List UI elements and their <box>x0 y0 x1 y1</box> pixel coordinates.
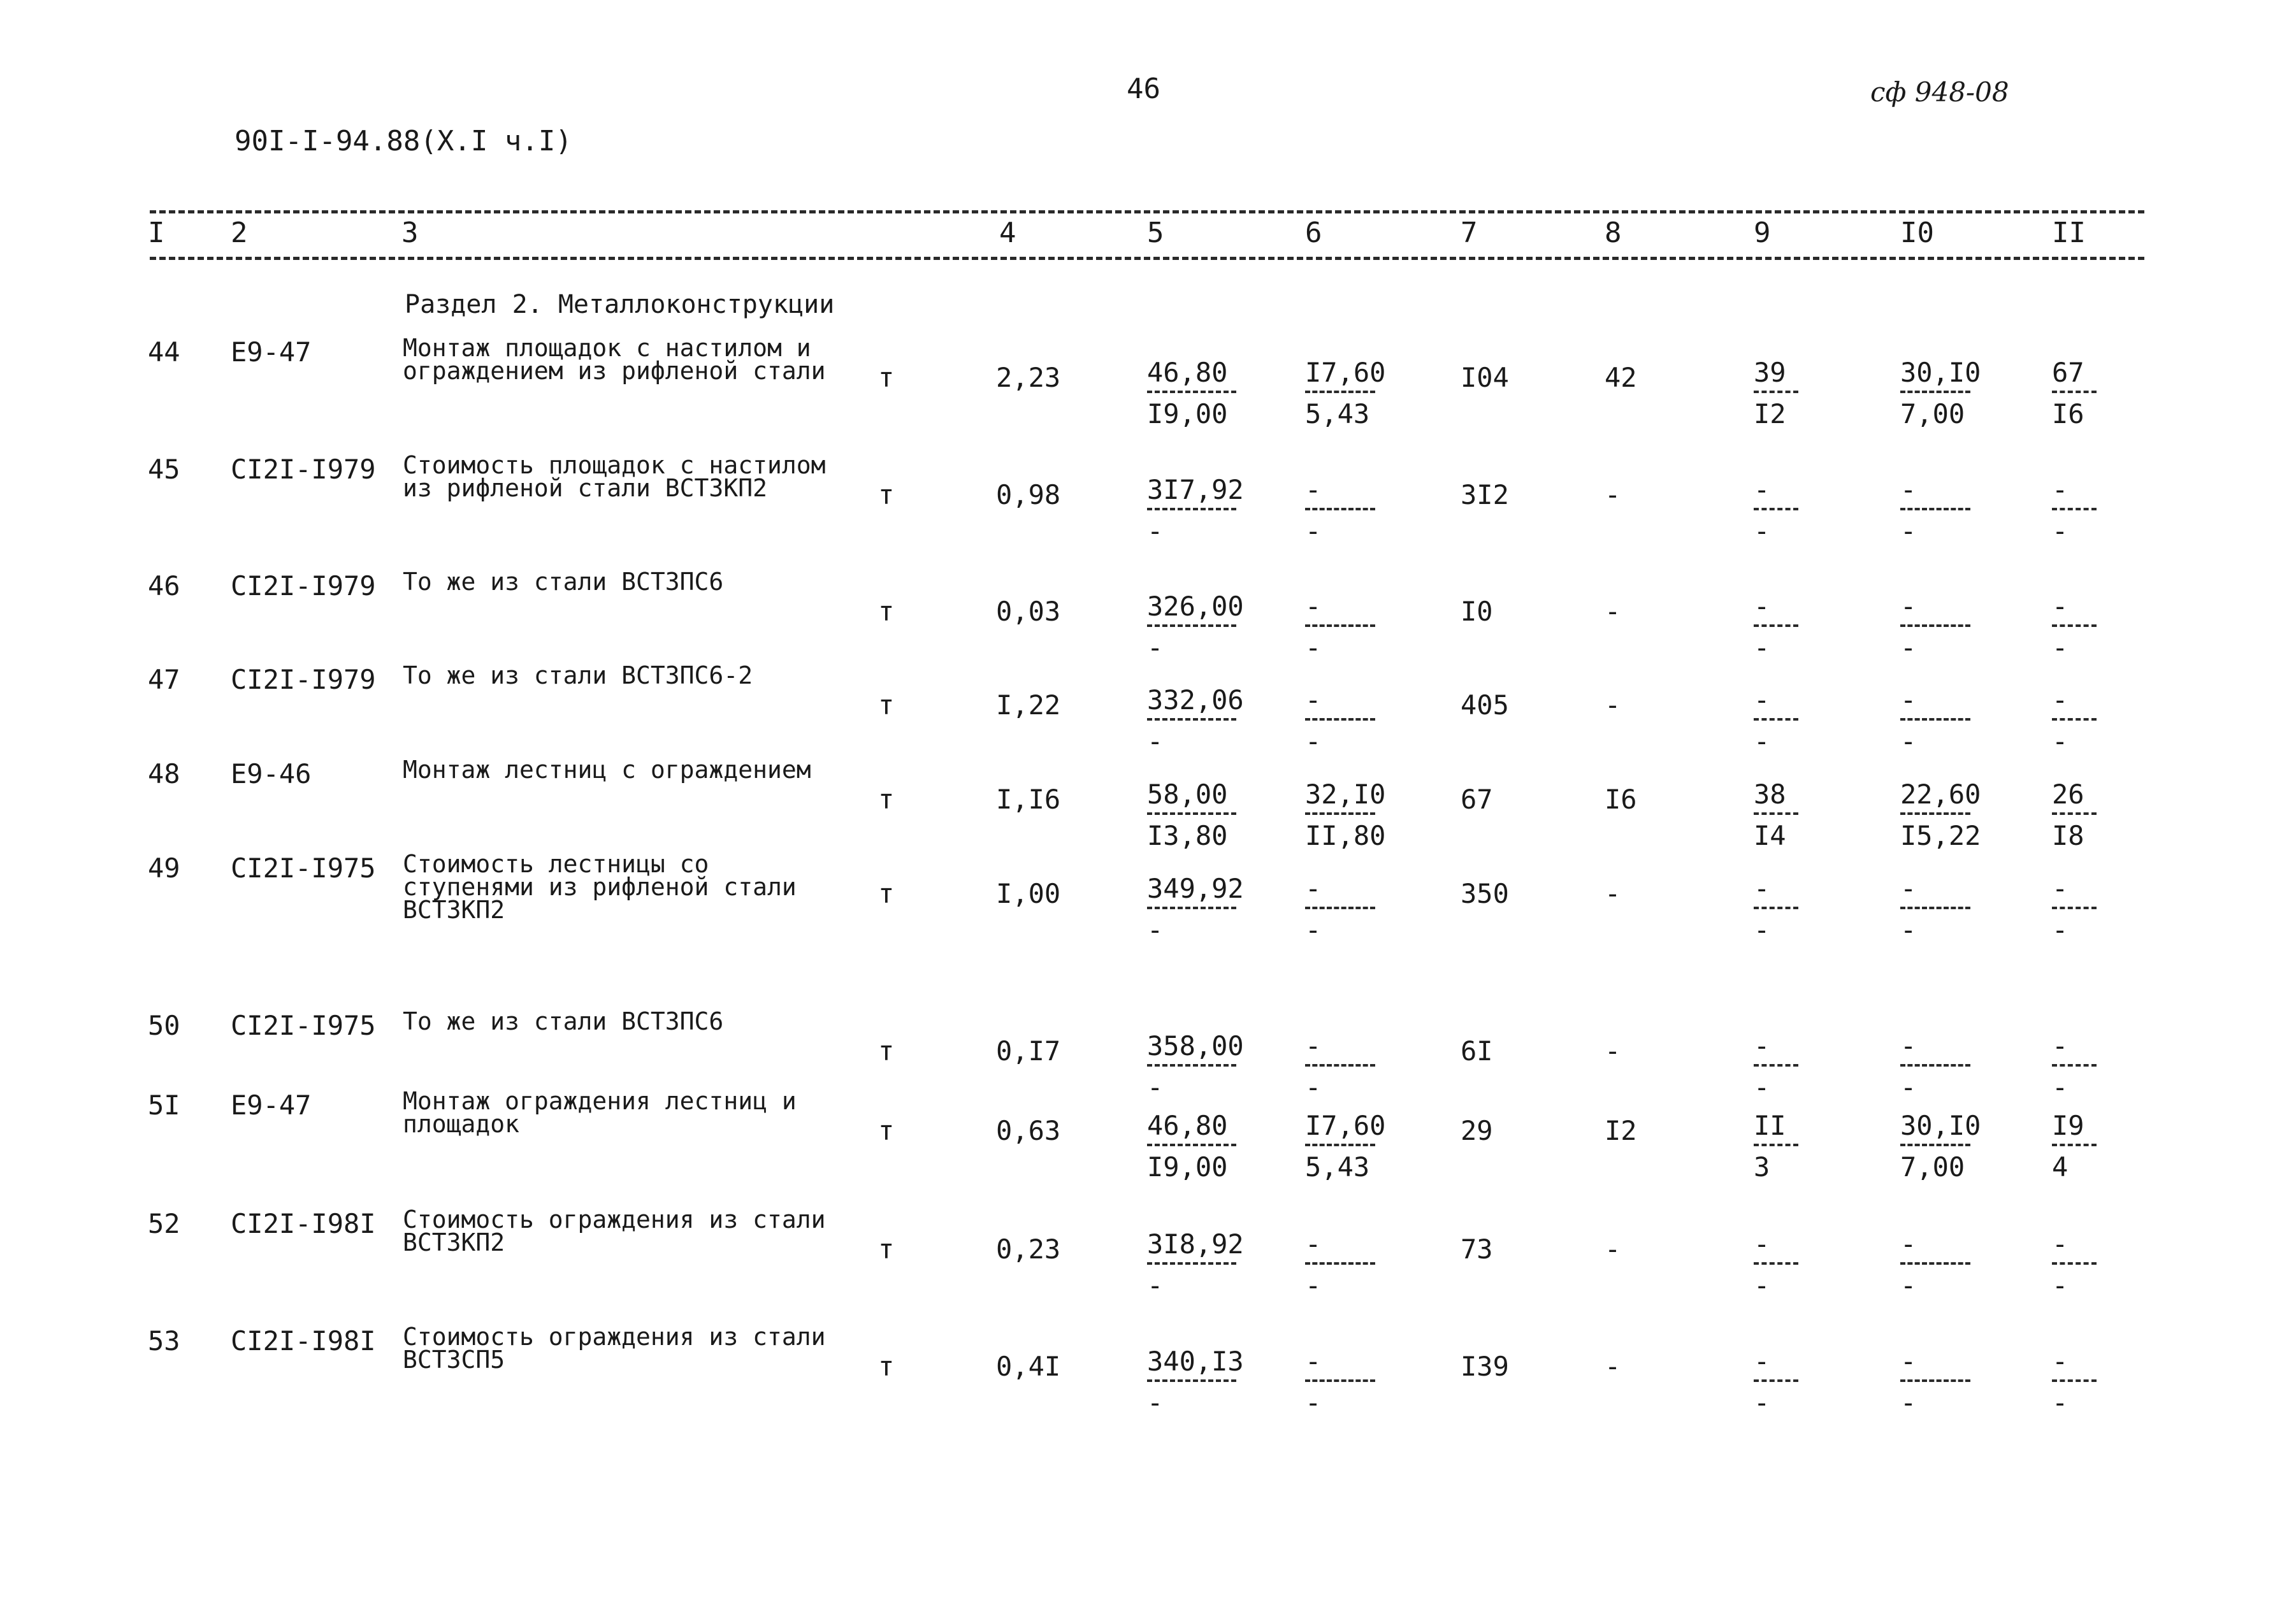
labor-unit-numerator: - <box>1900 873 1917 904</box>
unit-cost-numerator: 358,00 <box>1147 1030 1244 1061</box>
rate-code: СI2I-I979 <box>231 570 376 601</box>
rate-code: СI2I-I98I <box>231 1325 376 1356</box>
labor-total-fraction-bar <box>2052 1379 2097 1382</box>
page-number: 46 <box>1127 73 1160 105</box>
work-description: Стоимость лестницы со ступенями из рифленой стали ВСТ3КП2 <box>403 850 797 924</box>
total-wages: - <box>1605 689 1621 721</box>
labor-unit-fraction-bar <box>1900 508 1970 510</box>
total-wages: I6 <box>1605 784 1637 815</box>
wage-cost-fraction-bar <box>1305 1379 1375 1382</box>
unit-cost-denominator: - <box>1147 632 1164 663</box>
machine-cost-fraction-bar <box>1754 391 1798 393</box>
machine-cost <box>1754 1346 1798 1418</box>
wage-cost-denominator: - <box>1305 515 1322 547</box>
labor-total <box>2052 357 2097 429</box>
labor-unit <box>1900 684 1970 757</box>
wage-cost <box>1305 873 1375 946</box>
header-rule-bottom <box>150 257 2144 260</box>
machine-cost-fraction-bar <box>1754 1144 1798 1146</box>
labor-unit-denominator: - <box>1900 1387 1917 1418</box>
unit: т <box>878 1035 895 1067</box>
row-number: 48 <box>148 758 180 789</box>
labor-total-numerator: I9 <box>2052 1110 2084 1141</box>
machine-cost-fraction-bar <box>1754 1379 1798 1382</box>
column-number: 8 <box>1605 217 1622 249</box>
unit-cost-denominator: - <box>1147 1270 1164 1301</box>
labor-unit-fraction-bar <box>1900 718 1970 721</box>
total-wages: - <box>1605 479 1621 510</box>
machine-cost-fraction-bar <box>1754 718 1798 721</box>
labor-unit <box>1900 1110 1981 1183</box>
unit-cost-numerator: 3I8,92 <box>1147 1228 1244 1260</box>
labor-unit-fraction-bar <box>1900 1262 1970 1265</box>
labor-total-fraction-bar <box>2052 907 2097 909</box>
rate-code: Е9-47 <box>231 336 312 368</box>
labor-total <box>2052 779 2097 851</box>
total-wages: - <box>1605 1234 1621 1265</box>
machine-cost-denominator: - <box>1754 1387 1770 1418</box>
labor-total-fraction-bar <box>2052 1262 2097 1265</box>
unit-cost-fraction-bar <box>1147 907 1236 909</box>
labor-unit-numerator: - <box>1900 684 1917 716</box>
machine-cost-fraction-bar <box>1754 624 1798 627</box>
machine-cost <box>1754 873 1798 946</box>
row-number: 44 <box>148 336 180 368</box>
labor-total-numerator: - <box>2052 873 2069 904</box>
machine-cost-denominator: 3 <box>1754 1151 1770 1183</box>
wage-cost-fraction-bar <box>1305 508 1375 510</box>
labor-total-denominator: - <box>2052 1387 2069 1418</box>
wage-cost-denominator: - <box>1305 914 1322 946</box>
total-cost: 3I2 <box>1461 479 1509 510</box>
labor-total <box>2052 1110 2097 1183</box>
wage-cost-fraction-bar <box>1305 1262 1375 1265</box>
rate-code: СI2I-I979 <box>231 454 376 485</box>
wage-cost-denominator: - <box>1305 1387 1322 1418</box>
work-description: Стоимость ограждения из стали ВСТ3СП5 <box>403 1323 826 1374</box>
unit: т <box>878 479 895 510</box>
unit-cost-numerator: 46,80 <box>1147 1110 1228 1141</box>
labor-total <box>2052 1346 2097 1418</box>
column-number: I0 <box>1900 217 1934 249</box>
machine-cost-numerator: II <box>1754 1110 1786 1141</box>
labor-total-denominator: I6 <box>2052 398 2084 429</box>
machine-cost-fraction-bar <box>1754 907 1798 909</box>
unit-cost-denominator: I3,80 <box>1147 820 1228 851</box>
unit-cost-fraction-bar <box>1147 1064 1236 1067</box>
total-wages: - <box>1605 1351 1621 1382</box>
machine-cost-fraction-bar <box>1754 1064 1798 1067</box>
labor-total-numerator: 26 <box>2052 779 2084 810</box>
column-number: II <box>2052 217 2086 249</box>
labor-total <box>2052 1030 2097 1103</box>
quantity: 0,03 <box>996 596 1061 627</box>
quantity: I,00 <box>996 878 1061 909</box>
work-description: То же из стали ВСТ3ПС6-2 <box>403 661 753 689</box>
labor-total-fraction-bar <box>2052 812 2097 815</box>
wage-cost-numerator: - <box>1305 1030 1322 1061</box>
unit-cost-numerator: 326,00 <box>1147 591 1244 622</box>
rate-code: СI2I-I975 <box>231 853 376 884</box>
work-description: То же из стали ВСТ3ПС6 <box>403 1007 724 1035</box>
unit-cost-numerator: 340,I3 <box>1147 1346 1244 1377</box>
row-number: 45 <box>148 454 180 485</box>
labor-total <box>2052 684 2097 757</box>
unit-cost <box>1147 873 1244 946</box>
unit-cost <box>1147 591 1244 663</box>
wage-cost-numerator: - <box>1305 474 1322 505</box>
wage-cost-fraction-bar <box>1305 718 1375 721</box>
total-cost: 73 <box>1461 1234 1493 1265</box>
unit-cost-denominator: - <box>1147 914 1164 946</box>
labor-total-numerator: - <box>2052 1030 2069 1061</box>
labor-unit-fraction-bar <box>1900 1064 1970 1067</box>
wage-cost <box>1305 1346 1375 1418</box>
unit-cost <box>1147 1346 1244 1418</box>
labor-total-denominator: - <box>2052 515 2069 547</box>
wage-cost <box>1305 779 1385 851</box>
work-description: Стоимость площадок с настилом из рифленой стали ВСТ3КП2 <box>403 451 826 502</box>
machine-cost-denominator: - <box>1754 1072 1770 1103</box>
total-cost: 6I <box>1461 1035 1493 1067</box>
total-wages: - <box>1605 1035 1621 1067</box>
total-cost: 405 <box>1461 689 1509 721</box>
machine-cost <box>1754 1228 1798 1301</box>
wage-cost-fraction-bar <box>1305 812 1375 815</box>
row-number: 53 <box>148 1325 180 1356</box>
labor-unit-denominator: 7,00 <box>1900 1151 1965 1183</box>
total-wages: - <box>1605 878 1621 909</box>
total-cost: 67 <box>1461 784 1493 815</box>
unit-cost <box>1147 779 1236 851</box>
unit-cost-numerator: 3I7,92 <box>1147 474 1244 505</box>
labor-unit-fraction-bar <box>1900 1144 1970 1146</box>
labor-unit <box>1900 474 1970 547</box>
total-cost: 29 <box>1461 1115 1493 1146</box>
total-wages: - <box>1605 596 1621 627</box>
unit-cost-fraction-bar <box>1147 1379 1236 1382</box>
column-number: 5 <box>1147 217 1164 249</box>
labor-total-fraction-bar <box>2052 508 2097 510</box>
unit-cost-fraction-bar <box>1147 391 1236 393</box>
wage-cost-denominator: - <box>1305 1072 1322 1103</box>
labor-unit-numerator: 30,I0 <box>1900 1110 1981 1141</box>
total-cost: I39 <box>1461 1351 1509 1382</box>
unit: т <box>878 784 895 815</box>
wage-cost <box>1305 591 1375 663</box>
wage-cost-denominator: 5,43 <box>1305 398 1370 429</box>
machine-cost-denominator: - <box>1754 1270 1770 1301</box>
row-number: 46 <box>148 570 180 601</box>
work-description: То же из стали ВСТ3ПС6 <box>403 568 724 596</box>
wage-cost <box>1305 1110 1385 1183</box>
unit: т <box>878 1351 895 1382</box>
machine-cost <box>1754 357 1798 429</box>
labor-unit-denominator: - <box>1900 726 1917 757</box>
unit-cost-fraction-bar <box>1147 812 1236 815</box>
document-number: 90I-I-94.88(X.I ч.I) <box>235 125 572 157</box>
labor-unit-denominator: I5,22 <box>1900 820 1981 851</box>
wage-cost-numerator: - <box>1305 1346 1322 1377</box>
column-number: 6 <box>1305 217 1322 249</box>
labor-unit-numerator: - <box>1900 1228 1917 1260</box>
labor-unit <box>1900 1346 1970 1418</box>
labor-total-fraction-bar <box>2052 624 2097 627</box>
machine-cost <box>1754 591 1798 663</box>
wage-cost-fraction-bar <box>1305 907 1375 909</box>
labor-unit-numerator: - <box>1900 591 1917 622</box>
labor-unit-denominator: - <box>1900 914 1917 946</box>
labor-unit <box>1900 1030 1970 1103</box>
labor-total-numerator: - <box>2052 1228 2069 1260</box>
labor-total-numerator: - <box>2052 1346 2069 1377</box>
total-cost: 350 <box>1461 878 1509 909</box>
labor-unit <box>1900 1228 1970 1301</box>
labor-unit-denominator: 7,00 <box>1900 398 1965 429</box>
machine-cost <box>1754 1110 1798 1183</box>
labor-unit-denominator: - <box>1900 632 1917 663</box>
column-number: 9 <box>1754 217 1771 249</box>
wage-cost-numerator: - <box>1305 684 1322 716</box>
row-number: 47 <box>148 664 180 695</box>
machine-cost-fraction-bar <box>1754 508 1798 510</box>
labor-total-denominator: - <box>2052 1072 2069 1103</box>
unit-cost-fraction-bar <box>1147 1144 1236 1146</box>
row-number: 52 <box>148 1208 180 1239</box>
machine-cost <box>1754 1030 1798 1103</box>
machine-cost-denominator: - <box>1754 515 1770 547</box>
unit: т <box>878 1234 895 1265</box>
section-title: Раздел 2. Металлоконструкции <box>405 290 835 319</box>
unit-cost-fraction-bar <box>1147 718 1236 721</box>
machine-cost-numerator: - <box>1754 873 1770 904</box>
wage-cost <box>1305 1030 1375 1103</box>
quantity: 0,4I <box>996 1351 1061 1382</box>
machine-cost <box>1754 779 1798 851</box>
quantity: 0,98 <box>996 479 1061 510</box>
rate-code: СI2I-I979 <box>231 664 376 695</box>
unit-cost <box>1147 1110 1236 1183</box>
wage-cost-numerator: - <box>1305 1228 1322 1260</box>
wage-cost-numerator: I7,60 <box>1305 1110 1386 1141</box>
labor-total-denominator: - <box>2052 632 2069 663</box>
unit-cost-denominator: - <box>1147 515 1164 547</box>
wage-cost-denominator: - <box>1305 726 1322 757</box>
wage-cost-fraction-bar <box>1305 391 1375 393</box>
unit-cost-numerator: 46,80 <box>1147 357 1228 388</box>
work-description: Стоимость ограждения из стали ВСТ3КП2 <box>403 1205 826 1256</box>
work-description: Монтаж ограждения лестниц и площадок <box>403 1087 797 1138</box>
labor-unit <box>1900 779 1981 851</box>
row-number: 5I <box>148 1090 180 1121</box>
labor-total-fraction-bar <box>2052 391 2097 393</box>
labor-total-denominator: - <box>2052 914 2069 946</box>
labor-unit <box>1900 357 1981 429</box>
header-rule-top <box>150 210 2144 213</box>
labor-total-numerator: - <box>2052 684 2069 716</box>
machine-cost-numerator: - <box>1754 591 1770 622</box>
machine-cost-denominator: - <box>1754 914 1770 946</box>
wage-cost <box>1305 1228 1375 1301</box>
rate-code: Е9-47 <box>231 1090 312 1121</box>
unit-cost <box>1147 1228 1244 1301</box>
wage-cost-fraction-bar <box>1305 1064 1375 1067</box>
machine-cost-denominator: - <box>1754 632 1770 663</box>
wage-cost-fraction-bar <box>1305 1144 1375 1146</box>
column-number: 7 <box>1461 217 1478 249</box>
machine-cost-numerator: - <box>1754 474 1770 505</box>
labor-total-denominator: - <box>2052 726 2069 757</box>
wage-cost-numerator: - <box>1305 591 1322 622</box>
machine-cost-fraction-bar <box>1754 812 1798 815</box>
unit-cost-denominator: - <box>1147 1387 1164 1418</box>
labor-total <box>2052 873 2097 946</box>
unit-cost-denominator: I9,00 <box>1147 398 1228 429</box>
machine-cost-fraction-bar <box>1754 1262 1798 1265</box>
machine-cost-numerator: - <box>1754 1346 1770 1377</box>
machine-cost-denominator: I2 <box>1754 398 1786 429</box>
labor-unit-denominator: - <box>1900 1072 1917 1103</box>
document-code: сф 948-08 <box>1870 76 2009 108</box>
row-number: 49 <box>148 853 180 884</box>
unit-cost-denominator: I9,00 <box>1147 1151 1228 1183</box>
quantity: I,I6 <box>996 784 1061 815</box>
labor-total-denominator: I8 <box>2052 820 2084 851</box>
labor-total-denominator: - <box>2052 1270 2069 1301</box>
labor-total-denominator: 4 <box>2052 1151 2069 1183</box>
quantity: 0,63 <box>996 1115 1061 1146</box>
machine-cost <box>1754 474 1798 547</box>
labor-unit-numerator: - <box>1900 1030 1917 1061</box>
column-number: 4 <box>999 217 1016 249</box>
wage-cost-denominator: - <box>1305 632 1322 663</box>
labor-total <box>2052 474 2097 547</box>
row-number: 50 <box>148 1010 180 1041</box>
quantity: 0,23 <box>996 1234 1061 1265</box>
labor-total-fraction-bar <box>2052 1144 2097 1146</box>
wage-cost-denominator: 5,43 <box>1305 1151 1370 1183</box>
wage-cost-numerator: 32,I0 <box>1305 779 1386 810</box>
labor-unit-fraction-bar <box>1900 391 1970 393</box>
column-number: 3 <box>401 217 419 249</box>
machine-cost-numerator: - <box>1754 684 1770 716</box>
labor-total <box>2052 591 2097 663</box>
rate-code: СI2I-I98I <box>231 1208 376 1239</box>
column-number: 2 <box>231 217 248 249</box>
work-description: Монтаж площадок с настилом и ограждением из рифленой стали <box>403 334 826 385</box>
rate-code: СI2I-I975 <box>231 1010 376 1041</box>
unit-cost-numerator: 332,06 <box>1147 684 1244 716</box>
unit-cost <box>1147 684 1244 757</box>
labor-total-fraction-bar <box>2052 718 2097 721</box>
total-cost: I0 <box>1461 596 1493 627</box>
labor-total-numerator: - <box>2052 474 2069 505</box>
wage-cost <box>1305 474 1375 547</box>
labor-unit-numerator: 30,I0 <box>1900 357 1981 388</box>
total-wages: I2 <box>1605 1115 1637 1146</box>
machine-cost-numerator: - <box>1754 1030 1770 1061</box>
unit-cost-numerator: 349,92 <box>1147 873 1244 904</box>
wage-cost <box>1305 357 1385 429</box>
labor-total-numerator: 67 <box>2052 357 2084 388</box>
unit: т <box>878 596 895 627</box>
machine-cost <box>1754 684 1798 757</box>
work-description: Монтаж лестниц с ограждением <box>403 756 811 784</box>
unit-cost-fraction-bar <box>1147 1262 1236 1265</box>
wage-cost-denominator: II,80 <box>1305 820 1386 851</box>
wage-cost-denominator: - <box>1305 1270 1322 1301</box>
machine-cost-denominator: - <box>1754 726 1770 757</box>
unit-cost-denominator: - <box>1147 726 1164 757</box>
labor-unit-fraction-bar <box>1900 624 1970 627</box>
labor-unit <box>1900 873 1970 946</box>
labor-total <box>2052 1228 2097 1301</box>
machine-cost-numerator: - <box>1754 1228 1770 1260</box>
labor-unit-numerator: - <box>1900 474 1917 505</box>
machine-cost-numerator: 39 <box>1754 357 1786 388</box>
labor-unit-denominator: - <box>1900 1270 1917 1301</box>
labor-unit-numerator: - <box>1900 1346 1917 1377</box>
unit-cost <box>1147 474 1244 547</box>
machine-cost-denominator: I4 <box>1754 820 1786 851</box>
wage-cost-numerator: - <box>1305 873 1322 904</box>
unit: т <box>878 878 895 909</box>
quantity: 2,23 <box>996 362 1061 393</box>
unit-cost <box>1147 1030 1244 1103</box>
unit: т <box>878 1115 895 1146</box>
unit: т <box>878 689 895 721</box>
quantity: 0,I7 <box>996 1035 1061 1067</box>
labor-unit-fraction-bar <box>1900 907 1970 909</box>
unit-cost-numerator: 58,00 <box>1147 779 1228 810</box>
labor-total-numerator: - <box>2052 591 2069 622</box>
labor-unit-fraction-bar <box>1900 1379 1970 1382</box>
unit-cost-fraction-bar <box>1147 508 1236 510</box>
wage-cost-numerator: I7,60 <box>1305 357 1386 388</box>
labor-unit <box>1900 591 1970 663</box>
rate-code: Е9-46 <box>231 758 312 789</box>
labor-unit-denominator: - <box>1900 515 1917 547</box>
wage-cost <box>1305 684 1375 757</box>
column-number: I <box>148 217 165 249</box>
labor-total-fraction-bar <box>2052 1064 2097 1067</box>
total-cost: I04 <box>1461 362 1509 393</box>
unit-cost-denominator: - <box>1147 1072 1164 1103</box>
quantity: I,22 <box>996 689 1061 721</box>
unit-cost-fraction-bar <box>1147 624 1236 627</box>
total-wages: 42 <box>1605 362 1637 393</box>
labor-unit-numerator: 22,60 <box>1900 779 1981 810</box>
unit: т <box>878 362 895 393</box>
unit-cost <box>1147 357 1236 429</box>
labor-unit-fraction-bar <box>1900 812 1970 815</box>
machine-cost-numerator: 38 <box>1754 779 1786 810</box>
wage-cost-fraction-bar <box>1305 624 1375 627</box>
